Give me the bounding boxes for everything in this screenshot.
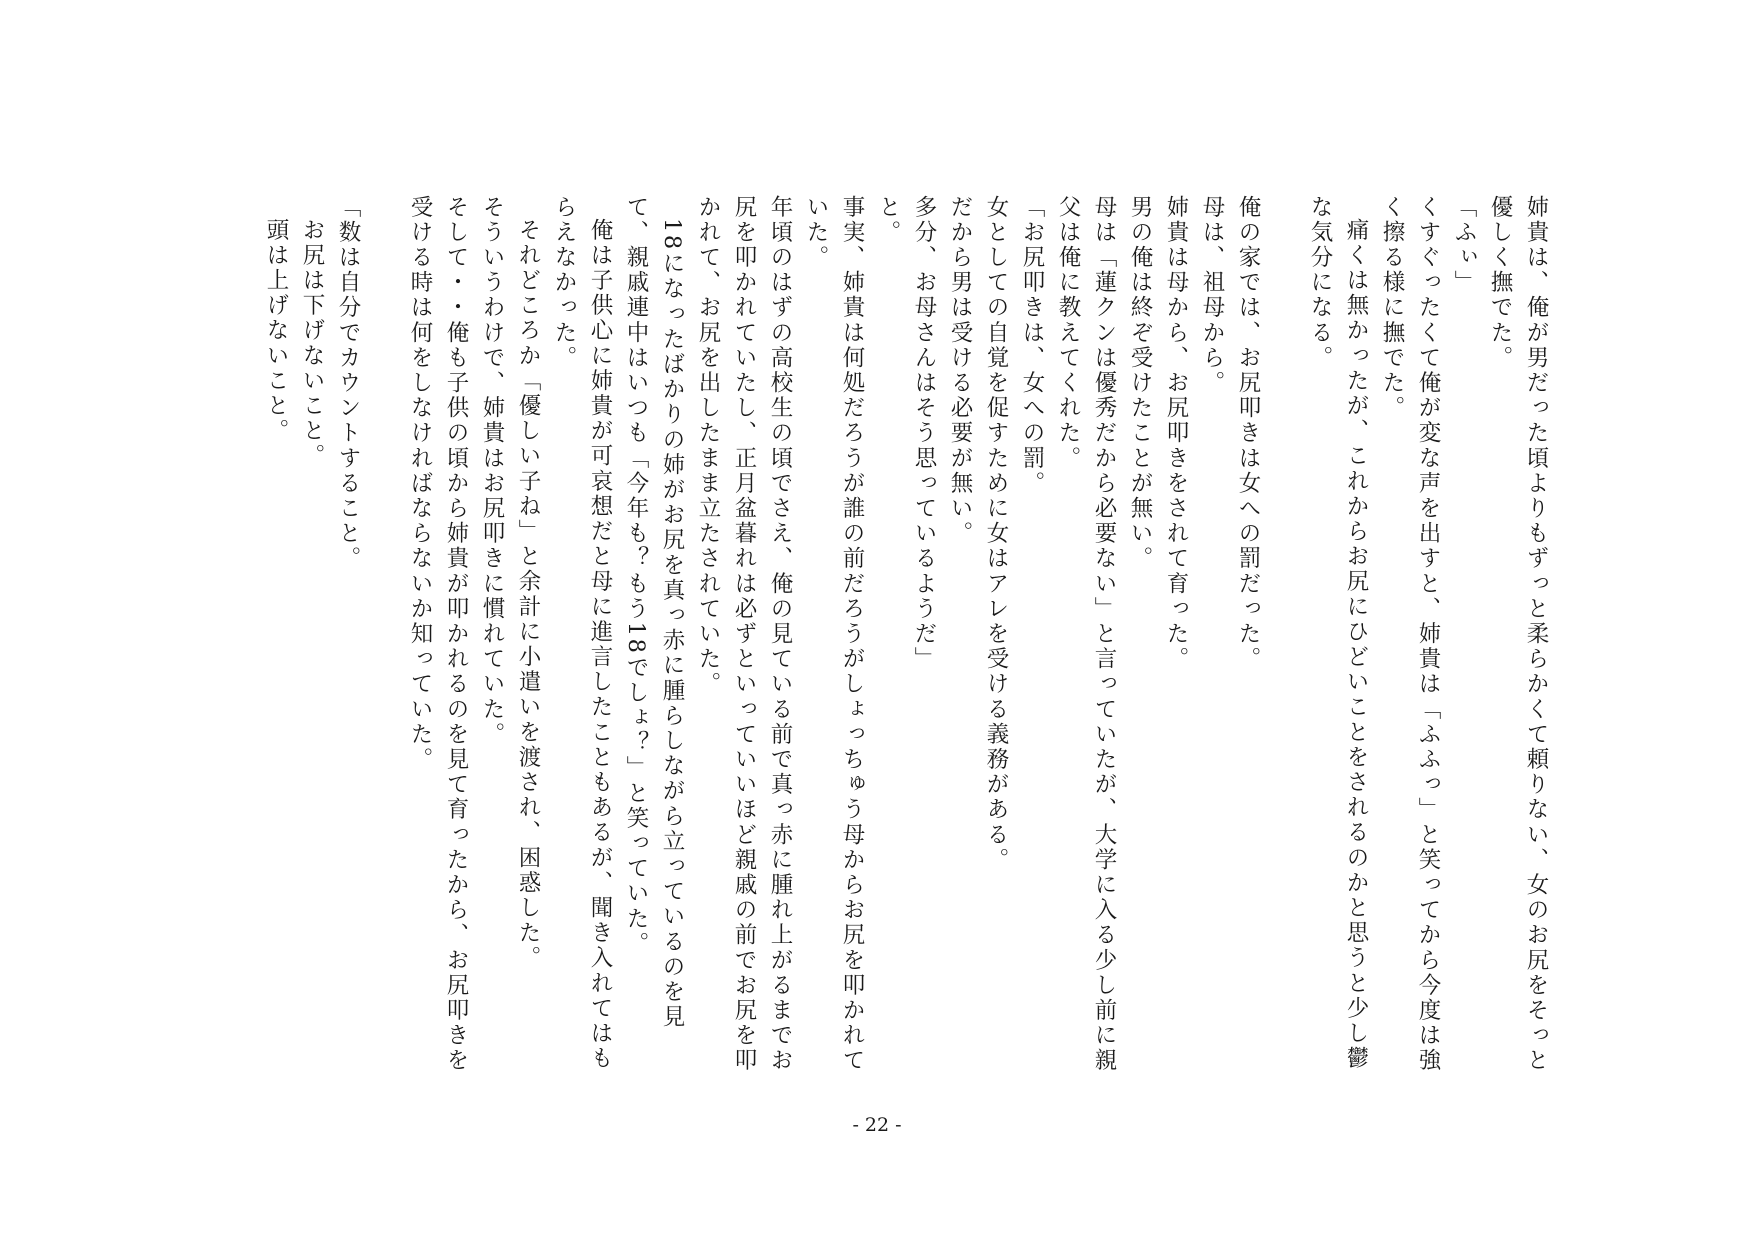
page-number: - 22 -: [852, 1114, 902, 1136]
paragraph-spacer: [1266, 195, 1302, 1075]
paragraph: 姉貴は母から、お尻叩きをされて育った。: [1163, 195, 1189, 672]
paragraph: 母は「蓮クンは優秀だから必要ない」と言っていたが、大学に入る少し前に親父は俺に教えてくれた。: [1055, 195, 1117, 1074]
paragraph: 俺は子供心に姉貴が可哀想だと母に進言したこともあるが、聞き入れてはもらえなかった。: [551, 195, 613, 1071]
paragraph: 女としての自覚を促すために女はアレを受ける義務がある。: [983, 195, 1009, 873]
paragraph: 俺の家では、お尻叩きは女への罰だった。: [1235, 195, 1261, 672]
paragraph: 「ふぃ」: [1451, 195, 1477, 296]
paragraph: 事実、姉貴は何処だろうが誰の前だろうがしょっちゅう母からお尻を叩かれていた。: [803, 195, 865, 1074]
paragraph: 「数は自分でカウントすること。: [335, 195, 361, 572]
paragraph: 痛くは無かったが、これからお尻にひどいことをされるのかと思うと少し鬱な気分になる。: [1307, 195, 1369, 1071]
paragraph: それどころか「優しい子ね」と余計に小遣いを渡され、困惑した。: [515, 217, 541, 971]
paragraph: 多分、お母さんはそう思っているようだ」: [911, 195, 937, 672]
paragraph: 母は、祖母から。: [1199, 195, 1225, 396]
paragraph: そして・・俺も子供の頃から姉貴が叩かれるのを見て育ったから、お尻叩きを受ける時は何をしなければならないか知っていた。: [407, 195, 469, 1074]
paragraph: 18になったばかりの姉がお尻を真っ赤に腫らしながら立っているのを見て、親戚連中はいつも「今年も？もう18でしょ？」と笑っていた。: [623, 195, 685, 1030]
paragraph: くすぐったくて俺が変な声を出すと、姉貴は「ふふっ」と笑ってから今度は強く擦る様に撫でた。: [1379, 195, 1441, 1074]
paragraph: 男の俺は終ぞ受けたことが無い。: [1127, 195, 1153, 572]
vertical-text-body: [194, 195, 1554, 1075]
paragraph: と。: [875, 195, 901, 246]
paragraph: だから男は受ける必要が無い。: [947, 195, 973, 547]
paragraph: 頭は上げないこと。: [263, 217, 289, 444]
paragraph: そういうわけで、姉貴はお尻叩きに慣れていた。: [479, 195, 505, 748]
paragraph: 姉貴は、俺が男だった頃よりもずっと柔らかくて頼りない、女のお尻をそっと優しく撫でた。: [1487, 195, 1549, 1074]
paragraph: 「お尻叩きは、女への罰。: [1019, 195, 1045, 497]
paragraph: 年頃のはずの高校生の頃でさえ、俺の見ている前で真っ赤に腫れ上がるまでお尻を叩かれていたし、正月盆暮れは必ずといっていいほど親戚の前でお尻を叩かれて、お尻を出したまま立たされていた。: [695, 195, 793, 1074]
paragraph-spacer: [366, 195, 402, 1075]
paragraph: お尻は下げないこと。: [299, 217, 325, 469]
